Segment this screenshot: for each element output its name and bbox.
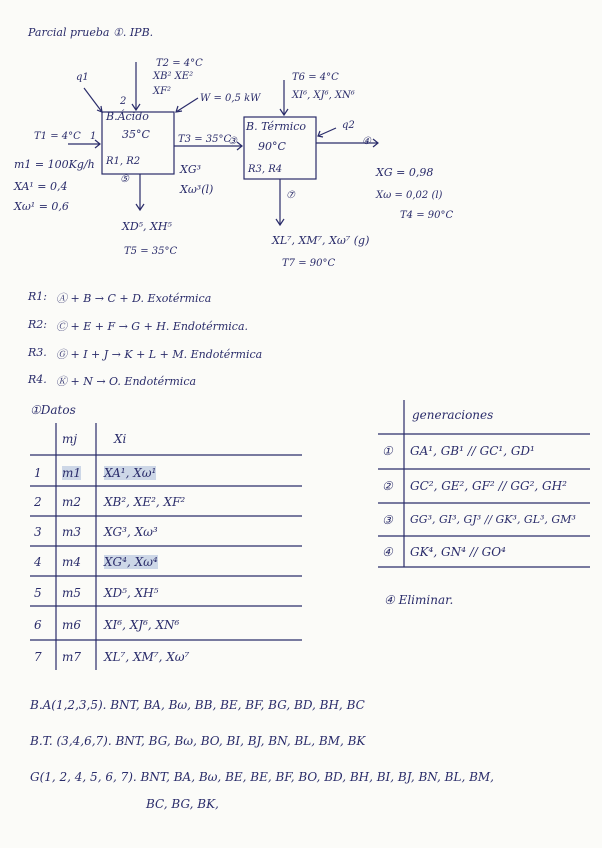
datos-row-fractions: XI⁶, XJ⁶, XN⁶ [104, 618, 180, 632]
stream3-node: ③ [228, 136, 237, 147]
datos-row-mass: m3 [62, 525, 82, 539]
stream2-node: 2 [120, 96, 127, 107]
generaciones-title: generaciones [412, 408, 494, 422]
datos-row-num: 6 [34, 618, 42, 632]
datos-row-fractions: XG⁴, Xω⁴ [104, 555, 158, 569]
stream1-xa: XA¹ = 0,4 [14, 180, 68, 193]
balance-line: B.A(1,2,3,5). BNT, BA, Bω, BB, BE, BF, BG, BD, BH, BC [30, 698, 365, 712]
gen-row-values: GG³, GI³, GJ³ // GK³, GL³, GM³ [410, 513, 576, 526]
datos-row-fractions: XD⁵, XH⁵ [104, 586, 159, 600]
datos-title: ①Datos [30, 403, 76, 417]
stream3-xg: XG³ [180, 163, 202, 176]
reaction-id: R3. [28, 346, 47, 359]
datos-row-fractions: XL⁷, XM⁷, Xω⁷ [104, 650, 190, 664]
stream3-xw: Xω³(l) [180, 183, 214, 196]
reaction-equation: Ⓒ + E + F → G + H. Endotérmica. [56, 320, 249, 333]
datos-row-mass: m1 [62, 466, 82, 480]
datos-row-num: 5 [34, 586, 42, 600]
datos-row-num: 3 [34, 525, 42, 539]
gen-row-values: GK⁴, GN⁴ // GO⁴ [410, 545, 506, 559]
gen-row-num: ② [382, 479, 393, 493]
page-title: Parcial prueba ①. IPB. [28, 26, 154, 39]
stream4-xw: Xω = 0,02 (l) [376, 190, 443, 201]
reaction-id: R2: [28, 318, 47, 331]
balance-line: G(1, 2, 4, 5, 6, 7). BNT, BA, Bω, BE, BE, BF, BO, BD, BH, BI, BJ, BN, BL, BM, [30, 770, 494, 784]
datos-row-mass: m6 [62, 618, 82, 632]
reaction-equation: Ⓖ + I + J → K + L + M. Endotérmica [56, 348, 263, 361]
balance-line: B.T. (3,4,6,7). BNT, BG, Bω, BO, BI, BJ, BN, BL, BM, BK [30, 734, 366, 748]
balance-line: BC, BG, BK, [146, 797, 219, 811]
stream2-temp: T2 = 4°C [156, 58, 203, 69]
stream5-temp: T5 = 35°C [124, 246, 178, 257]
stream4-temp: T4 = 90°C [400, 210, 454, 221]
stream2-fractions: XB² XE² [153, 71, 194, 82]
datos-row-num: 2 [34, 495, 42, 509]
acid-block-node: ⑤ [120, 174, 129, 185]
acid-block-name: B.Ácido [106, 110, 149, 123]
datos-row-fractions: XA¹, Xω¹ [104, 466, 157, 480]
datos-row-num: 1 [34, 466, 42, 480]
datos-row-mass: m5 [62, 586, 82, 600]
gen-row-num: ③ [382, 513, 393, 527]
datos-header-mj: mj [62, 432, 78, 446]
gen-row-values: GA¹, GB¹ // GC¹, GD¹ [410, 444, 535, 458]
datos-row-mass: m7 [62, 650, 82, 664]
datos-row-num: 4 [34, 555, 42, 569]
stream2-fractions-2: XF² [153, 86, 172, 97]
acid-block-temp: 35°C [122, 128, 150, 141]
reaction-id: R4. [28, 373, 47, 386]
reaction-equation: Ⓐ + B → C + D. Exotérmica [56, 292, 212, 305]
q1-label: q1 [76, 72, 89, 83]
stream7-fractions: XL⁷, XM⁷, Xω⁷ (g) [272, 234, 370, 247]
datos-row-num: 7 [34, 650, 42, 664]
stream5-fractions: XD⁵, XH⁵ [122, 220, 172, 233]
stream6-temp: T6 = 4°C [292, 72, 339, 83]
datos-row-mass: m4 [62, 555, 82, 569]
stream7-temp: T7 = 90°C [282, 258, 336, 269]
gen-row-num: ① [382, 444, 393, 458]
work-label: W = 0,5 kW [200, 93, 261, 104]
datos-row-mass: m2 [62, 495, 82, 509]
stream1-temp: T1 = 4°C [34, 131, 81, 142]
stream3-temp: T3 = 35°C [178, 134, 232, 145]
datos-row-fractions: XB², XE², XF² [104, 495, 186, 509]
gen-row-values: GC², GE², GF² // GG², GH² [410, 479, 567, 493]
gen-row-num: ④ [382, 545, 393, 559]
reaction-equation: Ⓚ + N → O. Endotérmica [56, 375, 197, 388]
thermal-block-temp: 90°C [258, 140, 286, 153]
datos-row-fractions: XG³, Xω³ [104, 525, 158, 539]
datos-header-xi: Xi [114, 432, 127, 446]
stream1-mass: m1 = 100Kg/h [14, 158, 95, 171]
stream1-node: 1 [90, 131, 97, 142]
stream4-xg: XG = 0,98 [376, 166, 434, 179]
acid-block-reactions: R1, R2 [106, 156, 141, 167]
stream4-node: ④ [362, 136, 371, 147]
stream6-fractions: XI⁶, XJ⁶, XN⁶ [292, 90, 355, 101]
thermal-block-name: B. Térmico [246, 120, 307, 133]
q2-label: q2 [342, 120, 355, 131]
thermal-block-node: ⑦ [286, 190, 295, 201]
eliminar-note: ④ Eliminar. [384, 593, 454, 607]
stream1-xw: Xω¹ = 0,6 [14, 200, 69, 213]
thermal-block-reactions: R3, R4 [248, 164, 283, 175]
reaction-id: R1: [28, 290, 47, 303]
